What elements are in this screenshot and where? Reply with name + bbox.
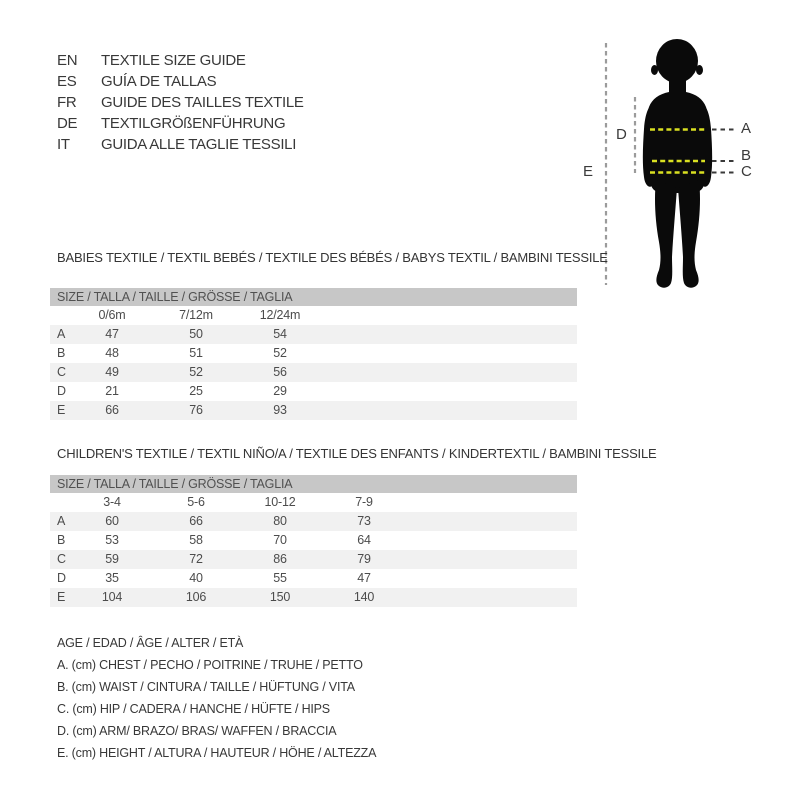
size-value: 150	[269, 590, 291, 604]
measurement-label-hip: C	[741, 163, 752, 180]
size-value: 59	[105, 552, 119, 566]
size-value: 140	[353, 590, 375, 604]
filler-cell	[406, 493, 577, 512]
language-row-fr	[57, 92, 304, 113]
table-row	[50, 531, 577, 550]
size-value: 52	[273, 346, 287, 360]
children-section-title: CHILDREN'S TEXTILE / TEXTIL NIÑO/A / TEXTILE DES ENFANTS / KINDERTEXTIL / BAMBINI TESSILE	[57, 446, 657, 461]
babies-table-header-band: SIZE / TALLA / TAILLE / GRÖSSE / TAGLIA	[50, 288, 577, 306]
language-title: GUIDE DES TAILLES TEXTILE	[101, 94, 304, 111]
filler-cell	[406, 550, 577, 569]
row-label: D	[57, 571, 66, 585]
legend-chest: A. (cm) CHEST / PECHO / POITRINE / TRUHE / PETTO	[57, 658, 363, 672]
language-title: TEXTILE SIZE GUIDE	[101, 52, 246, 69]
language-row-en	[57, 50, 304, 71]
size-value: 48	[105, 346, 119, 360]
row-label: E	[57, 590, 66, 604]
size-value: 51	[189, 346, 203, 360]
filler-cell	[322, 401, 577, 420]
size-value: 72	[189, 552, 203, 566]
row-label: B	[57, 533, 66, 547]
language-title: GUIDA ALLE TAGLIE TESSILI	[101, 136, 297, 153]
table-row	[50, 382, 577, 401]
size-value: 104	[101, 590, 123, 604]
filler-cell	[322, 382, 577, 401]
table-row	[50, 363, 577, 382]
legend-arm: D. (cm) ARM/ BRAZO/ BRAS/ WAFFEN / BRACCIA	[57, 724, 337, 738]
filler-cell	[406, 531, 577, 550]
size-value: 66	[189, 514, 203, 528]
language-title: GUÍA DE TALLAS	[101, 73, 217, 90]
size-value: 40	[189, 571, 203, 585]
measurement-label-waist: B	[741, 147, 751, 164]
table-row	[50, 401, 577, 420]
size-value: 79	[357, 552, 371, 566]
size-value: 70	[273, 533, 287, 547]
filler-cell	[322, 325, 577, 344]
children-table-header-band: SIZE / TALLA / TAILLE / GRÖSSE / TAGLIA	[50, 475, 577, 493]
language-title: TEXTILGRÖßENFÜHRUNG	[101, 115, 286, 132]
language-row-it	[57, 134, 304, 155]
measurement-label-chest: A	[741, 120, 751, 137]
babies-column-header-row	[50, 306, 577, 325]
filler-cell	[406, 569, 577, 588]
size-value: 64	[357, 533, 371, 547]
filler-cell	[406, 588, 577, 607]
size-value: 25	[189, 384, 203, 398]
children-column-header-row	[50, 493, 577, 512]
language-row-es	[57, 71, 304, 92]
table-row	[50, 325, 577, 344]
legend-hip: C. (cm) HIP / CADERA / HANCHE / HÜFTE / HIPS	[57, 702, 330, 716]
size-value: 50	[189, 327, 203, 341]
row-label: D	[57, 384, 66, 398]
size-value: 47	[357, 571, 371, 585]
language-code: IT	[57, 136, 70, 153]
size-value: 66	[105, 403, 119, 417]
size-value: 56	[273, 365, 287, 379]
row-label: C	[57, 552, 66, 566]
measurement-label-height: E	[583, 163, 593, 180]
size-value: 35	[105, 571, 119, 585]
column-header: 0/6m	[98, 308, 126, 322]
children-size-table	[50, 475, 577, 607]
legend-height: E. (cm) HEIGHT / ALTURA / HAUTEUR / HÖHE / ALTEZZA	[57, 746, 377, 760]
size-value: 47	[105, 327, 119, 341]
table-row	[50, 569, 577, 588]
size-value: 73	[357, 514, 371, 528]
legend-waist: B. (cm) WAIST / CINTURA / TAILLE / HÜFTUNG / VITA	[57, 680, 355, 694]
filler-cell	[322, 344, 577, 363]
table-row	[50, 512, 577, 531]
size-value: 80	[273, 514, 287, 528]
column-header: 7/12m	[179, 308, 213, 322]
size-value: 52	[189, 365, 203, 379]
row-label: A	[57, 514, 66, 528]
size-value: 60	[105, 514, 119, 528]
table-row	[50, 588, 577, 607]
language-row-de	[57, 113, 304, 134]
column-header: 10-12	[264, 495, 296, 509]
filler-cell	[322, 363, 577, 382]
language-code: ES	[57, 73, 77, 90]
size-value: 49	[105, 365, 119, 379]
row-label: C	[57, 365, 66, 379]
language-code: EN	[57, 52, 78, 69]
row-label: B	[57, 346, 66, 360]
table-row	[50, 344, 577, 363]
column-header: 5-6	[187, 495, 205, 509]
babies-section-title: BABIES TEXTILE / TEXTIL BEBÉS / TEXTILE DES BÉBÉS / BABYS TEXTIL / BAMBINI TESSILE	[57, 250, 608, 265]
size-value: 86	[273, 552, 287, 566]
size-value: 55	[273, 571, 287, 585]
size-value: 21	[105, 384, 119, 398]
size-value: 53	[105, 533, 119, 547]
language-title-list	[57, 50, 304, 155]
filler-cell	[322, 306, 577, 325]
size-value: 58	[189, 533, 203, 547]
corner-cell	[50, 306, 70, 325]
filler-cell	[406, 512, 577, 531]
column-header: 3-4	[103, 495, 121, 509]
row-label: E	[57, 403, 66, 417]
language-code: DE	[57, 115, 78, 132]
measurement-label-arm: D	[616, 126, 627, 143]
row-label: A	[57, 327, 66, 341]
babies-size-table	[50, 288, 577, 420]
size-value: 106	[185, 590, 207, 604]
size-value: 29	[273, 384, 287, 398]
measurement-legend	[57, 632, 376, 764]
corner-cell	[50, 493, 70, 512]
language-code: FR	[57, 94, 77, 111]
size-value: 76	[189, 403, 203, 417]
column-header: 12/24m	[259, 308, 301, 322]
legend-age: AGE / EDAD / ÂGE / ALTER / ETÀ	[57, 636, 244, 650]
size-value: 54	[273, 327, 287, 341]
column-header: 7-9	[355, 495, 373, 509]
table-row	[50, 550, 577, 569]
size-value: 93	[273, 403, 287, 417]
